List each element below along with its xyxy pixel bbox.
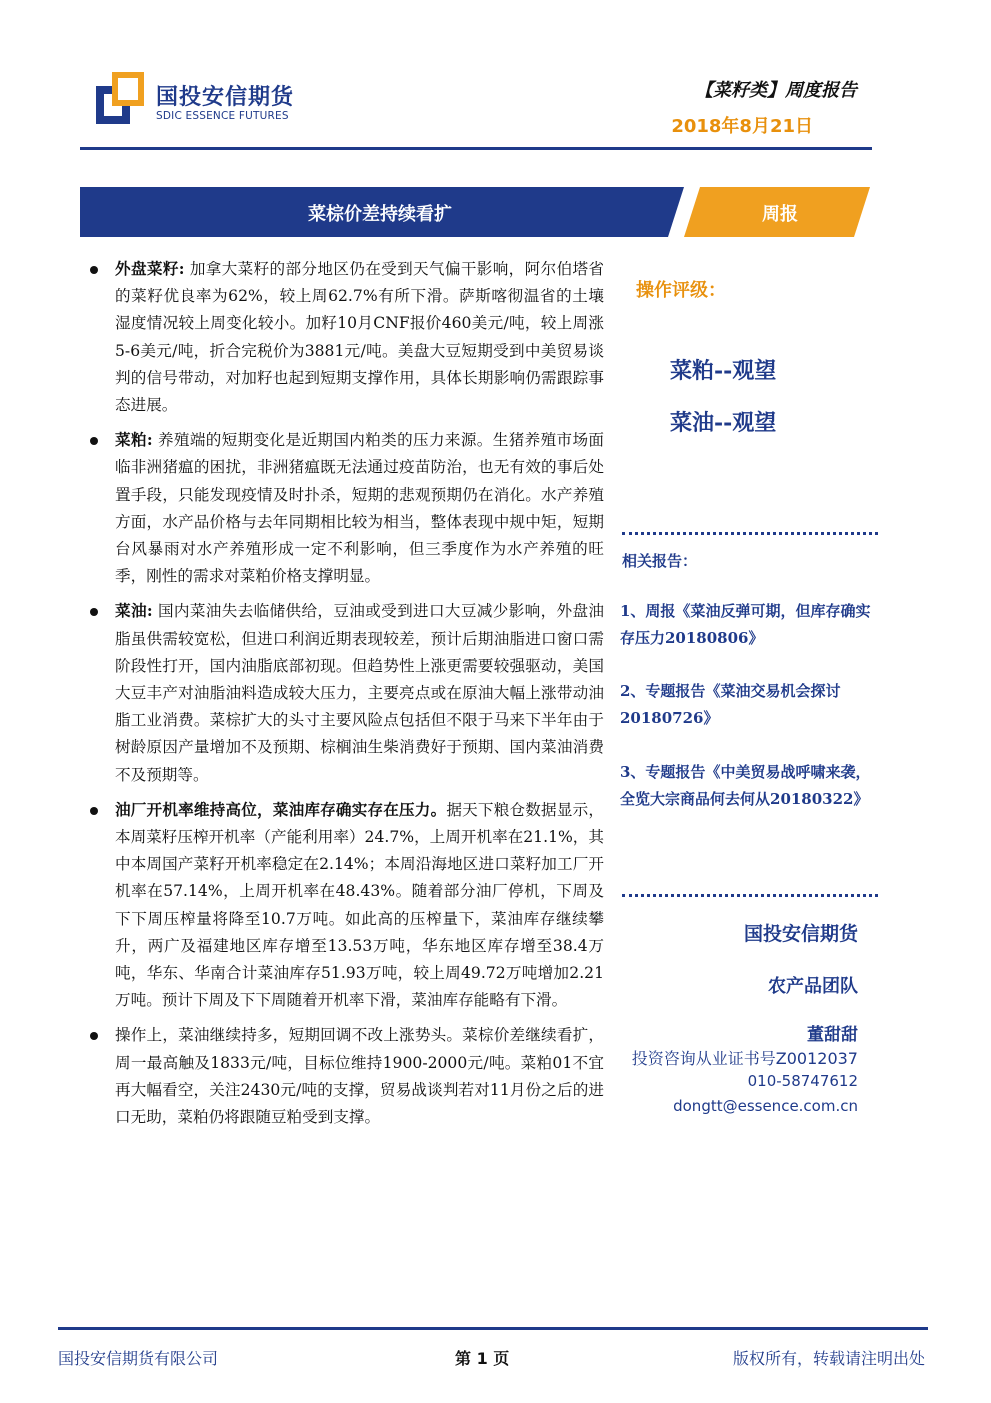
report-type: 【菜籽类】周度报告 bbox=[695, 80, 857, 101]
paragraph-rapeseed-meal bbox=[88, 426, 604, 590]
rating-title: 操作评级： bbox=[636, 280, 726, 301]
related-reports-title: 相关报告： bbox=[622, 552, 698, 570]
sdic-logo-icon bbox=[96, 72, 144, 124]
paragraph-lead: 油厂开机率维持高位，菜油库存确实存在压力。 bbox=[115, 799, 447, 819]
bullet-icon bbox=[90, 807, 98, 815]
sidebar-divider bbox=[622, 894, 878, 897]
header-divider bbox=[80, 147, 872, 150]
logo-english-name: SDIC ESSENCE FUTURES bbox=[156, 110, 289, 122]
team-name: 农产品团队 bbox=[768, 976, 858, 997]
related-report-3[interactable]: 3、专题报告《中美贸易战呼啸来袭，全览大宗商品何去何从20180322》 bbox=[620, 763, 871, 808]
footer-divider bbox=[58, 1327, 928, 1330]
paragraph-overseas-rapeseed bbox=[88, 255, 604, 419]
analyst-license: 投资咨询从业证书号Z0012037 bbox=[631, 1049, 858, 1068]
paragraph-operation bbox=[88, 1021, 604, 1131]
bullet-icon bbox=[90, 437, 98, 445]
related-report-2[interactable]: 2、专题报告《菜油交易机会探讨20180726》 bbox=[620, 682, 841, 727]
bullet-icon bbox=[90, 1032, 98, 1040]
paragraph-text: 据天下粮仓数据显示，本周菜籽压榨开机率（产能利用率）24.7%，上周开机率在21.1%，其中本周国产菜籽开机率稳定在2.14%；本周沿海地区进口菜籽加工厂开机率在57.14%，上周开机率在48.43%。随着部分油厂停机，下周及下下周压榨量将降至10.7万吨。如此高的压榨量下，菜油库存继续攀升，两广及福建地区库存增至13.53万吨，华东地区库存增至38.4万吨，华东、华南合计菜油库存51.93万吨，较上周49.72万吨增加2.21万吨。预计下周及下下周随着开机率下滑，菜油库存能略有下滑。 bbox=[115, 800, 604, 1010]
sidebar-divider bbox=[622, 532, 878, 535]
company-logo bbox=[96, 72, 326, 132]
related-report-1[interactable]: 1、周报《菜油反弹可期，但库存确实存压力20180806》 bbox=[620, 602, 871, 647]
paragraph-rapeseed-oil bbox=[88, 597, 604, 788]
paragraph-lead: 外盘菜籽: bbox=[115, 259, 185, 278]
footer-company: 国投安信期货有限公司 bbox=[58, 1349, 219, 1368]
analyst-email[interactable]: dongtt@essence.com.cn bbox=[673, 1097, 858, 1115]
paragraph-lead: 菜油: bbox=[115, 601, 153, 621]
footer-copyright: 版权所有，转载请注明出处 bbox=[732, 1349, 925, 1368]
rating-rapeseed-meal: 菜粕--观望 bbox=[670, 358, 777, 384]
paragraph-lead: 菜粕: bbox=[115, 430, 153, 450]
report-title: 菜棕价差持续看扩 bbox=[308, 204, 452, 225]
paragraph-text: 操作上，菜油继续持多，短期回调不改上涨势头。菜棕价差继续看扩，周一最高触及1833元/吨，目标位维持1900-2000元/吨。菜粕01不宜再大幅看空，关注2430元/吨的支撑，贸易战谈判若对11月份之后的进口无助，菜粕仍将跟随豆粕受到支撑。 bbox=[115, 1026, 604, 1127]
company-name: 国投安信期货 bbox=[743, 923, 858, 945]
bullet-icon bbox=[90, 266, 98, 274]
paragraph-text: 养殖端的短期变化是近期国内粕类的压力来源。生猪养殖市场面临非洲猪瘟的困扰，非洲猪瘟既无法通过疫苗防治，也无有效的事后处置手段，只能发现疫情及时扑杀，短期的悲观预期仍在消化。水产养殖方面，水产品价格与去年同期相比较为相当，整体表现中规中矩，短期台风暴雨对水产养殖形成一定不利影响，但三季度作为水产养殖的旺季，刚性的需求对菜粕价格支撑明显。 bbox=[115, 431, 604, 586]
page-number: 第 1 页 bbox=[455, 1349, 510, 1368]
paragraph-crushing-rate bbox=[88, 796, 604, 1015]
analyst-phone: 010-58747612 bbox=[747, 1072, 858, 1090]
paragraph-text: 加拿大菜籽的部分地区仍在受到天气偏干影响，阿尔伯塔省的菜籽优良率为62%，较上周62.7%有所下滑。萨斯喀彻温省的土壤湿度情况较上周变化较小。加籽10月CNF报价460美元/吨，较上周涨5-6美元/吨，折合完税价为3881元/吨。美盘大豆短期受到中美贸易谈判的信号带动，对加籽也起到短期支撑作用，具体长期影响仍需跟踪事态进展。 bbox=[115, 260, 604, 415]
paragraph-text: 国内菜油失去临储供给，豆油或受到进口大豆减少影响，外盘油脂虽供需较宽松，但进口利润近期表现较差，预计后期油脂进口窗口需阶段性打开，国内油脂底部初现。但趋势性上涨更需要较强驱动，美国大豆丰产对油脂油料造成较大压力，主要亮点或在原油大幅上涨带动油脂工业消费。菜棕扩大的头寸主要风险点包括但不限于马来下半年由于树龄原因产量增加不及预期、棕榈油生柴消费好于预期、国内菜油消费不及预期等。 bbox=[115, 602, 604, 784]
report-date: 2018年8月21日 bbox=[671, 116, 813, 137]
main-content bbox=[88, 255, 604, 1138]
bullet-icon bbox=[90, 608, 98, 616]
analyst-name: 董甜甜 bbox=[807, 1025, 858, 1045]
title-banner bbox=[80, 187, 870, 237]
rating-rapeseed-oil: 菜油--观望 bbox=[670, 410, 777, 436]
report-tag: 周报 bbox=[762, 204, 798, 225]
logo-chinese-name: 国投安信期货 bbox=[156, 85, 295, 110]
